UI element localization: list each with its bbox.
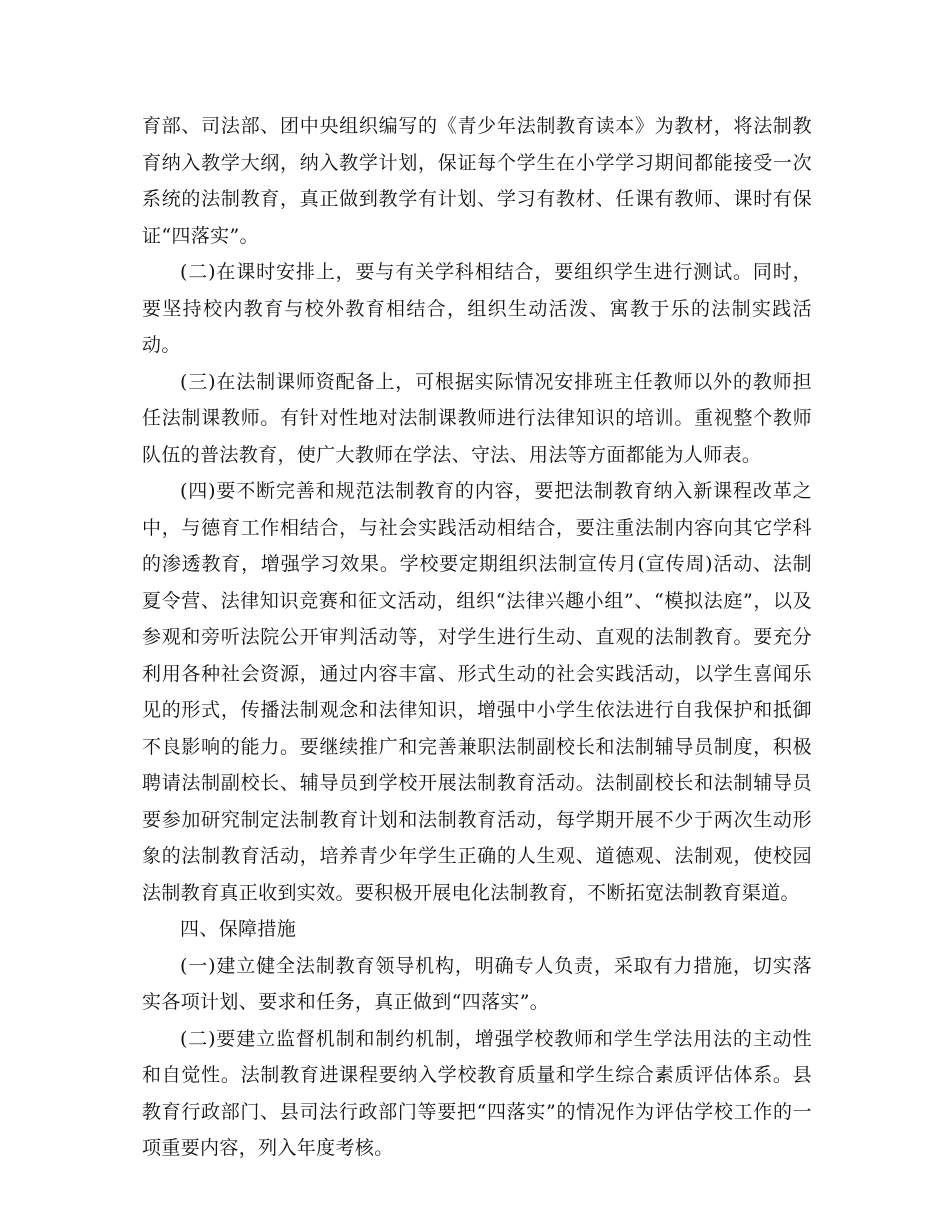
paragraph-item-3: (三)在法制课师资配备上，可根据实际情况安排班主任教师以外的教师担任法制课教师。有针对性地对法制课教师进行法律知识的培训。重视整个教师队伍的普法教育，使广大教师在学法、守法、用法等方面都能为人师表。 bbox=[142, 370, 812, 466]
document-body bbox=[142, 108, 812, 1167]
paragraph-item-4: (四)要不断完善和规范法制教育的内容，要把法制教育纳入新课程改革之中，与德育工作相结合，与社会实践活动相结合，要注重法制内容向其它学科的渗透教育，增强学习效果。学校要定期组织法制宣传月(宣传周)活动、法制夏令营、法律知识竞赛和征文活动，组织“法律兴趣小组”、“模拟法庭”，以及参观和旁听法院公开审判活动等，对学生进行生动、直观的法制教育。要充分利用各种社会资源，通过内容丰富、形式生动的社会实践活动，以学生喜闻乐见的形式，传播法制观念和法律知识，增强中小学生依法进行自我保护和抵御不良影响的能力。要继续推广和完善兼职法制副校长和法制辅导员制度，积极聘请法制副校长、辅导员到学校开展法制教育活动。法制副校长和法制辅导员要参加研究制定法制教育计划和法制教育活动，每学期开展不少于两次生动形象的法制教育活动，培养青少年学生正确的人生观、道德观、法制观，使校园法制教育真正收到实效。要积极开展电化法制教育，不断拓宽法制教育渠道。 bbox=[142, 480, 812, 904]
paragraph-item-2: (二)在课时安排上，要与有关学科相结合，要组织学生进行测试。同时，要坚持校内教育与校外教育相结合，组织生动活泼、寓教于乐的法制实践活动。 bbox=[142, 261, 812, 356]
section-heading: 四、保障措施 bbox=[180, 918, 297, 940]
paragraph-measure-2: (二)要建立监督机制和制约机制，增强学校教师和学生学法用法的主动性和自觉性。法制教育进课程要纳入学校教育质量和学生综合素质评估体系。县教育行政部门、县司法行政部门等要把“四落实”的情况作为评估学校工作的一项重要内容，列入年度考核。 bbox=[142, 1027, 812, 1159]
paragraph-continuation: 育部、司法部、团中央组织编写的《青少年法制教育读本》为教材，将法制教育纳入教学大纲，纳入教学计划，保证每个学生在小学学习期间都能接受一次系统的法制教育，真正做到教学有计划、学习有教材、任课有教师、课时有保证“四落实”。 bbox=[142, 115, 812, 247]
paragraph-measure-1: (一)建立健全法制教育领导机构，明确专人负责，采取有力措施，切实落实各项计划、要求和任务，真正做到“四落实”。 bbox=[142, 954, 812, 1013]
